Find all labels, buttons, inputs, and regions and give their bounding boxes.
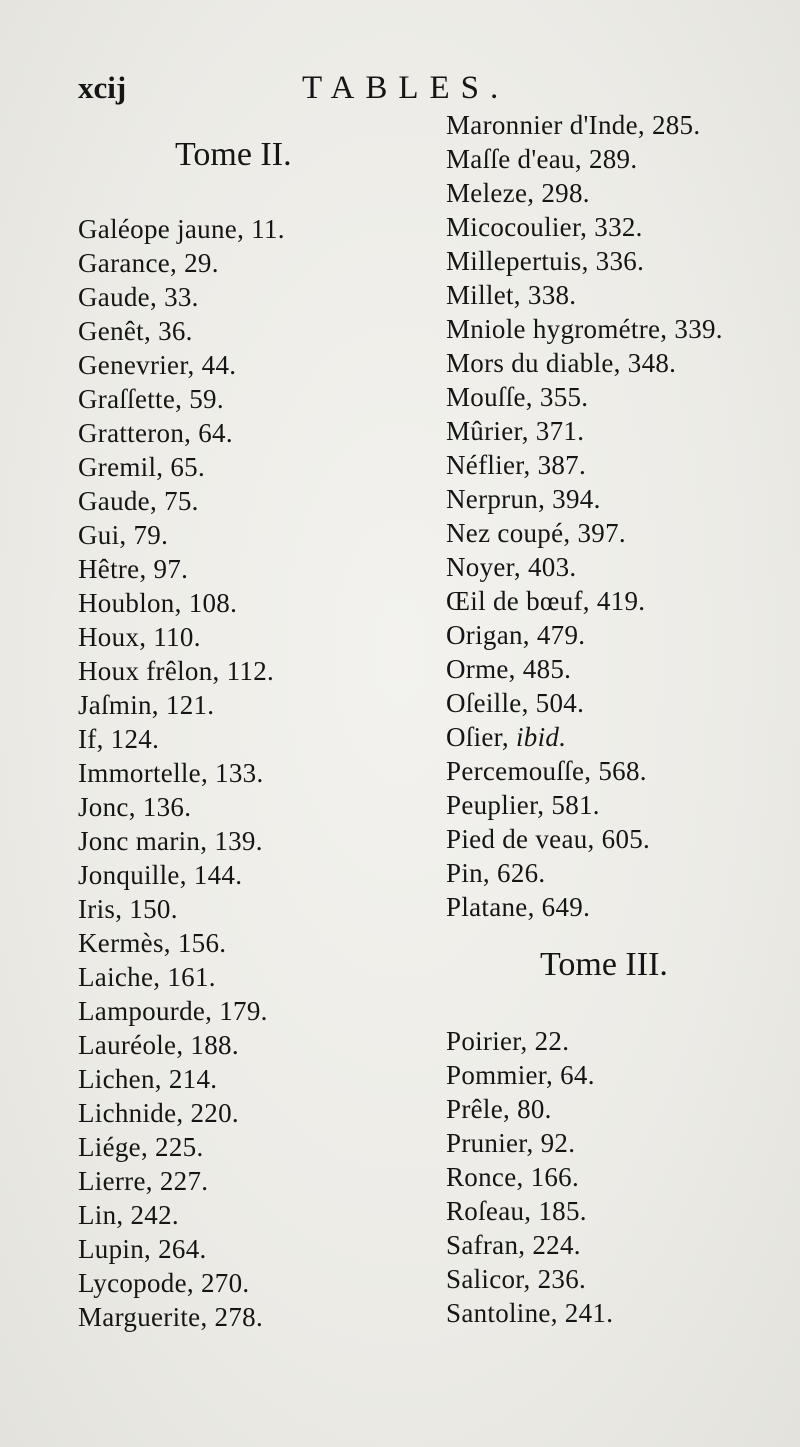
index-entry: Mouſſe, 355. <box>446 382 589 412</box>
index-entry: Jonquille, 144. <box>78 860 243 890</box>
index-entry: Oſeille, 504. <box>446 688 585 718</box>
folio-number: xcij <box>78 70 127 105</box>
index-entry: Lierre, 227. <box>78 1166 209 1196</box>
volume-heading-tome-3: Tome III. <box>540 946 668 983</box>
index-entry: Origan, 479. <box>446 620 586 650</box>
index-entry: Lichen, 214. <box>78 1064 218 1094</box>
index-entry: Gaude, 33. <box>78 282 199 312</box>
index-entry: Immortelle, 133. <box>78 758 264 788</box>
index-entry: Jonc, 136. <box>78 792 192 822</box>
running-title: TABLES. <box>302 70 510 106</box>
index-entry: Néflier, 387. <box>446 450 587 480</box>
index-entry: Genêt, 36. <box>78 316 193 346</box>
index-entry: Pommier, 64. <box>446 1060 595 1090</box>
index-entry: Jaſmin, 121. <box>78 690 215 720</box>
index-entry: Lycopode, 270. <box>78 1268 250 1298</box>
index-entry: Pied de veau, 605. <box>446 824 651 854</box>
index-entry: Roſeau, 185. <box>446 1196 587 1226</box>
index-entry: Noyer, 403. <box>446 552 577 582</box>
index-entry: Salicor, 236. <box>446 1264 587 1294</box>
index-entry: Gratteron, 64. <box>78 418 233 448</box>
index-entry: Lichnide, 220. <box>78 1098 239 1128</box>
index-entry: Millepertuis, 336. <box>446 246 645 276</box>
index-entry: Œil de bœuf, 419. <box>446 586 646 616</box>
index-entry: Mniole hygrométre, 339. <box>446 314 723 344</box>
volume-heading-tome-2: Tome II. <box>175 136 292 173</box>
index-entry: Prunier, 92. <box>446 1128 576 1158</box>
index-entry: Santoline, 241. <box>446 1298 614 1328</box>
index-entry: Lampourde, 179. <box>78 996 268 1026</box>
index-entry: Nez coupé, 397. <box>446 518 626 548</box>
index-entry: If, 124. <box>78 724 160 754</box>
index-entry: Meleze, 298. <box>446 178 590 208</box>
index-entry: Garance, 29. <box>78 248 219 278</box>
ibid-reference: ibid. <box>516 722 567 752</box>
index-entry: Gaude, 75. <box>78 486 199 516</box>
index-entry: Mûrier, 371. <box>446 416 585 446</box>
index-entry: Lupin, 264. <box>78 1234 207 1264</box>
index-entry: Genevrier, 44. <box>78 350 237 380</box>
index-entry: Houx frêlon, 112. <box>78 656 275 686</box>
index-entry: Jonc marin, 139. <box>78 826 263 856</box>
index-entry: Percemouſſe, 568. <box>446 756 647 786</box>
index-entry: Lauréole, 188. <box>78 1030 239 1060</box>
index-entry: Galéope jaune, 11. <box>78 214 285 244</box>
index-entry: Houx, 110. <box>78 622 201 652</box>
index-entry: Marguerite, 278. <box>78 1302 264 1332</box>
index-entry: Mors du diable, 348. <box>446 348 677 378</box>
index-entry: Ronce, 166. <box>446 1162 580 1192</box>
index-entry: Iris, 150. <box>78 894 178 924</box>
index-entry: Orme, 485. <box>446 654 572 684</box>
index-entry: Graſſette, 59. <box>78 384 224 414</box>
index-entry: Micocoulier, 332. <box>446 212 643 242</box>
index-entry: Nerprun, 394. <box>446 484 601 514</box>
index-entry: Safran, 224. <box>446 1230 581 1260</box>
index-entry: Platane, 649. <box>446 892 591 922</box>
index-entry: Gui, 79. <box>78 520 169 550</box>
index-entry: Lin, 242. <box>78 1200 179 1230</box>
index-entry: Maronnier d'Inde, 285. <box>446 110 701 140</box>
index-entry: Peuplier, 581. <box>446 790 600 820</box>
index-entry: Gremil, 65. <box>78 452 206 482</box>
index-entry: Millet, 338. <box>446 280 577 310</box>
index-entry: Maſſe d'eau, 289. <box>446 144 638 174</box>
index-entry: Kermès, 156. <box>78 928 227 958</box>
entry-text: Oſier, <box>446 722 516 752</box>
index-entry: Houblon, 108. <box>78 588 238 618</box>
index-entry: Liége, 225. <box>78 1132 204 1162</box>
index-entry: Laiche, 161. <box>78 962 216 992</box>
index-entry: Prêle, 80. <box>446 1094 552 1124</box>
index-entry: Pin, 626. <box>446 858 546 888</box>
index-entry: Hêtre, 97. <box>78 554 189 584</box>
index-entry-osier <box>446 720 566 754</box>
index-entry: Poirier, 22. <box>446 1026 570 1056</box>
